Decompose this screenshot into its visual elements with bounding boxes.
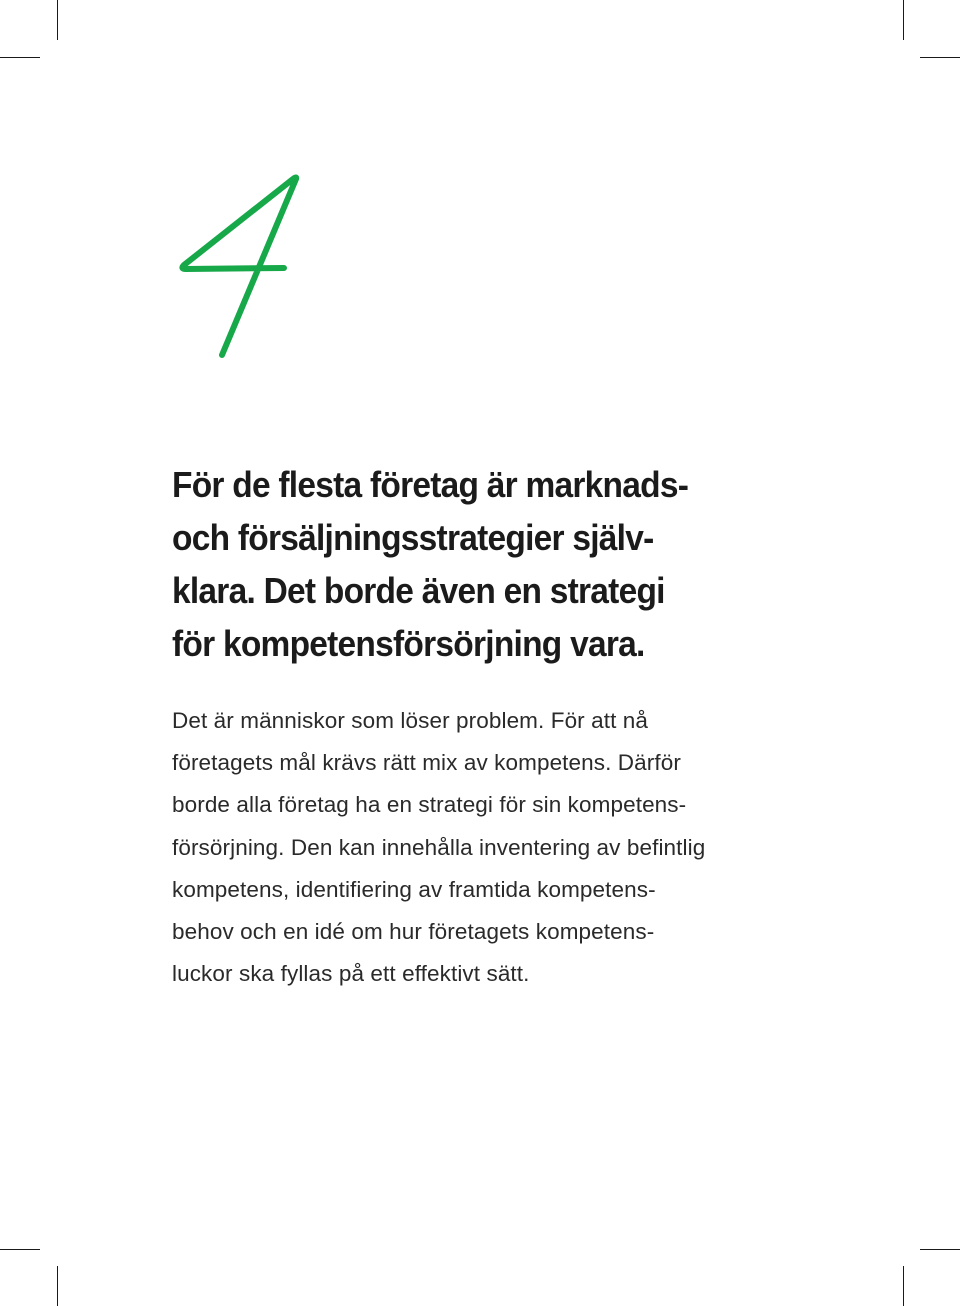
chapter-numeral: [170, 165, 310, 365]
heading-line: och försäljningsstrategier själv-: [172, 517, 654, 558]
body-paragraph: [172, 700, 792, 995]
crop-mark: [0, 57, 40, 58]
body-line: luckor ska fyllas på ett effektivt sätt.: [172, 961, 530, 987]
body-line: behov och en idé om hur företagets kompetens-: [172, 919, 655, 945]
heading-line: klara. Det borde även en strategi: [172, 570, 665, 611]
crop-mark: [0, 1249, 40, 1250]
heading: [172, 458, 749, 670]
crop-mark: [920, 57, 960, 58]
heading-line: för kompetensförsörjning vara.: [172, 623, 645, 664]
body-line: kompetens, identifiering av framtida kompetens-: [172, 876, 656, 902]
chapter-numeral-stroke: [182, 178, 296, 356]
heading-line: För de flesta företag är marknads-: [172, 464, 689, 505]
body-line: borde alla företag ha en strategi för sin kompetens-: [172, 792, 687, 818]
body-line: försörjning. Den kan innehålla inventering av befintlig: [172, 834, 706, 860]
crop-mark: [57, 1266, 58, 1306]
body-line: Det är människor som löser problem. För att nå: [172, 708, 649, 733]
crop-mark: [920, 1249, 960, 1250]
crop-mark: [903, 1266, 904, 1306]
crop-mark: [57, 0, 58, 40]
body-line: företagets mål krävs rätt mix av kompetens. Därför: [172, 750, 681, 776]
crop-mark: [903, 0, 904, 40]
